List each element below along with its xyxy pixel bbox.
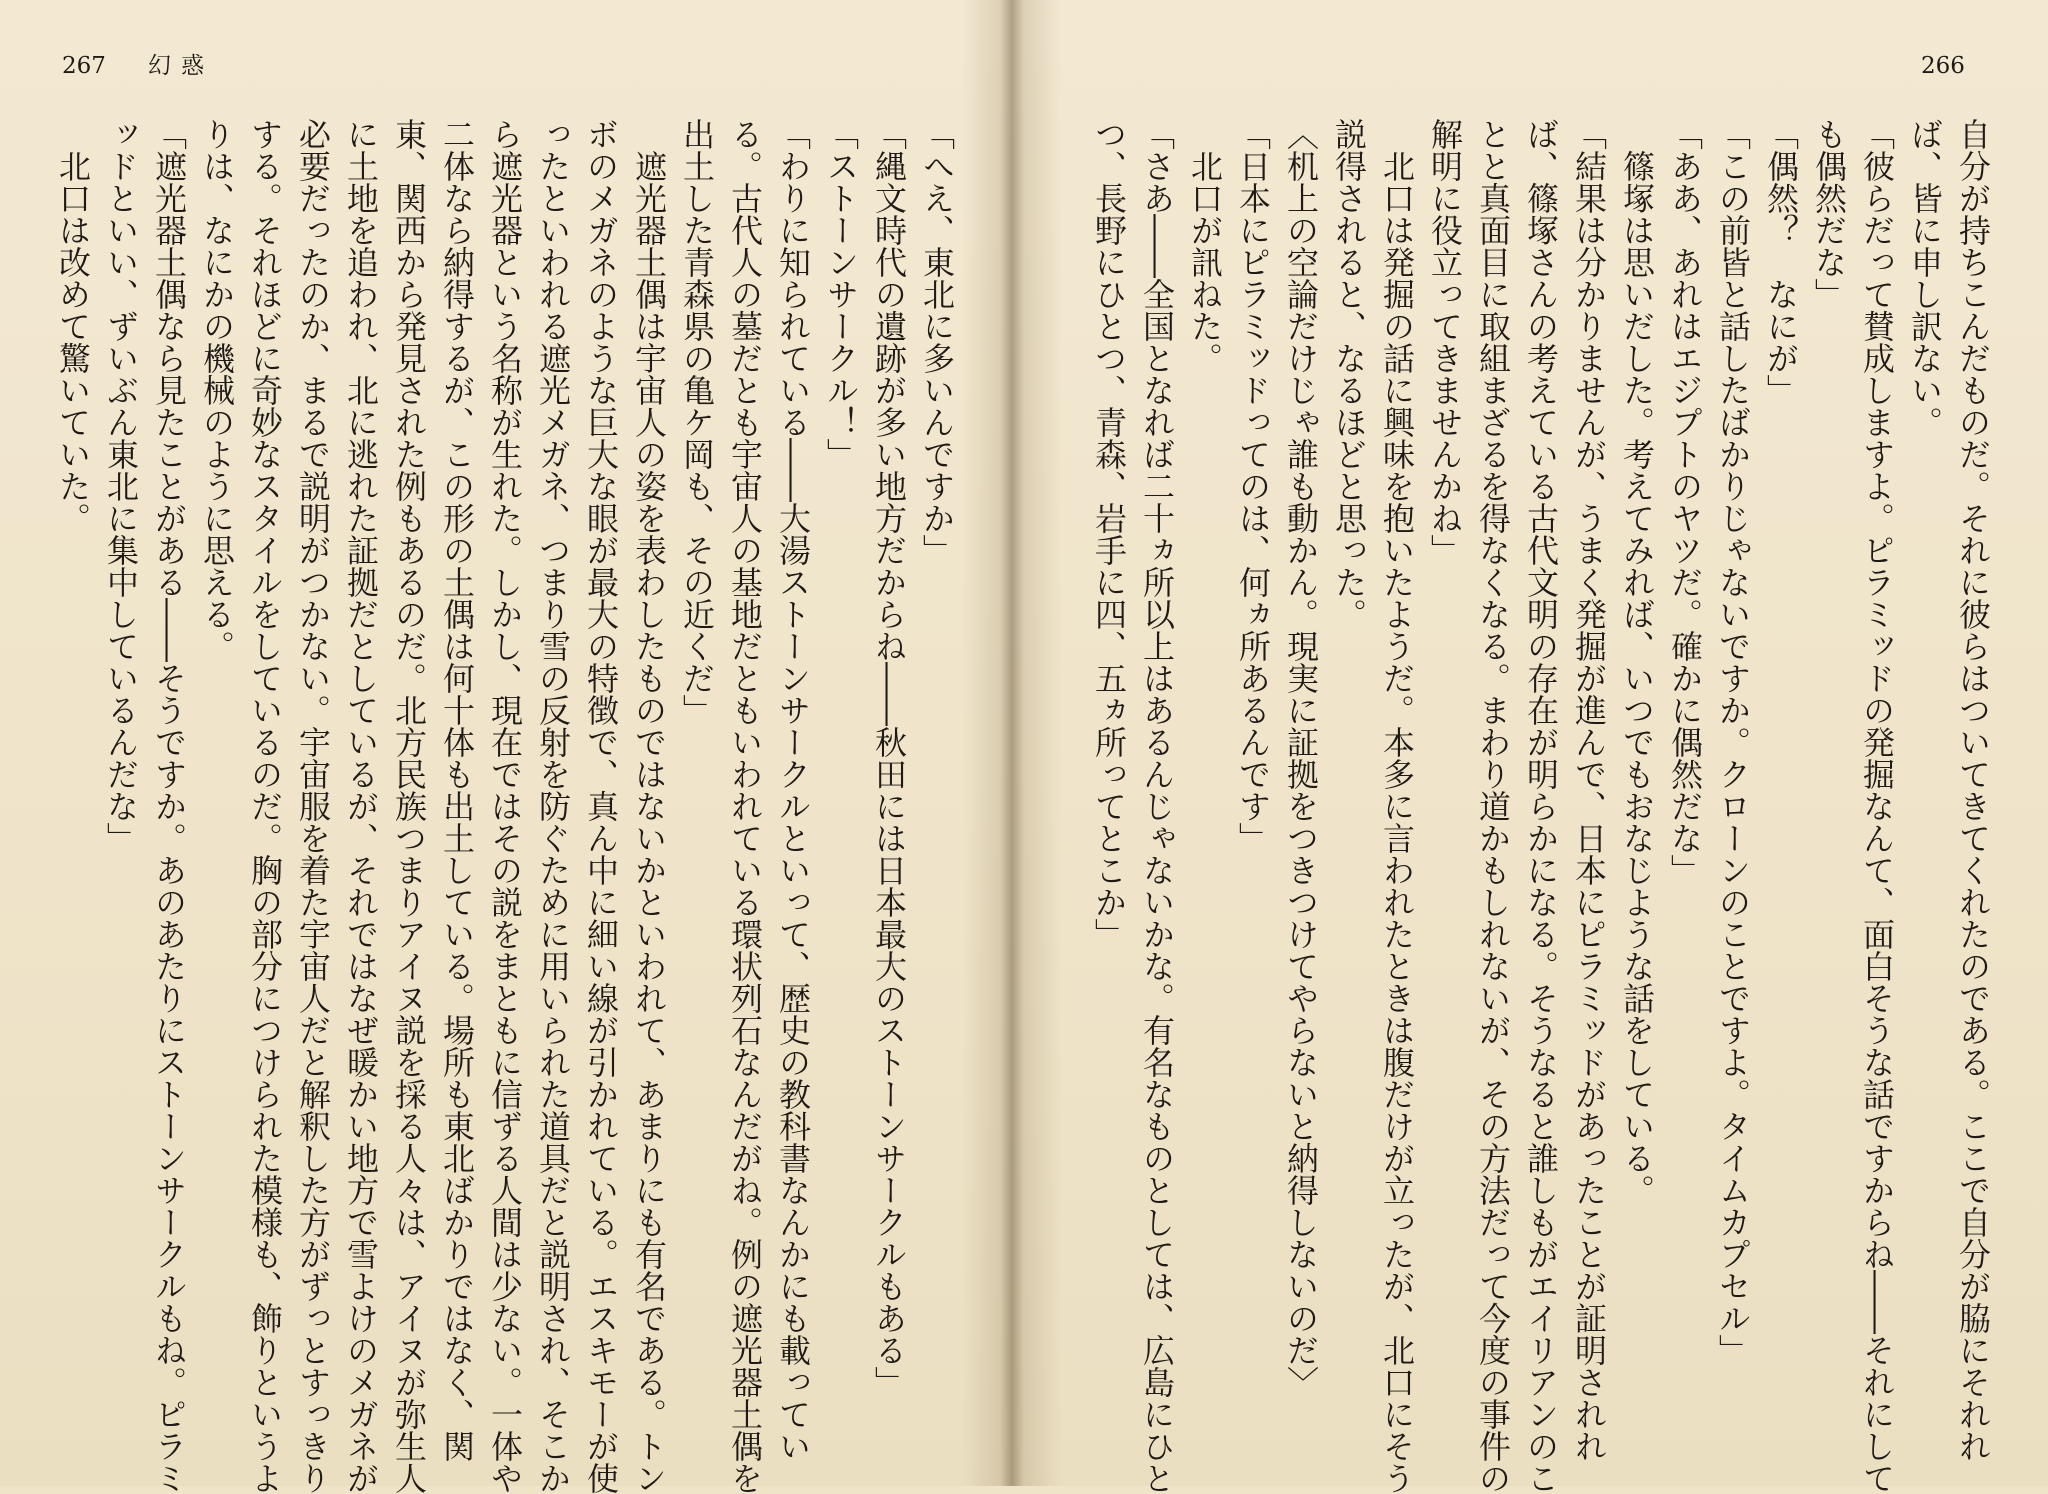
text-line: とと真面目に取組まざるを得なくなる。まわり道かもしれないが、その方法だって今度の事件の	[1474, 118, 1512, 1494]
text-line: 説得されると、なるほどと思った。	[1330, 118, 1368, 630]
text-line: 北口は発掘の話に興味を抱いたようだ。本多に言われたときは腹だけが立ったが、北口にそう	[1378, 150, 1416, 1494]
text-line: 「偶然？ なにが」	[1762, 118, 1800, 406]
text-line: ら遮光器という名称が生れた。しかし、現在ではその説をまともに信ずる人間は少ない。一体や	[486, 118, 524, 1494]
page-number: 267	[62, 53, 106, 79]
text-line: 遮光器土偶は宇宙人の姿を表わしたものではないかといわれて、あまりにも有名である。トン	[630, 150, 668, 1494]
text-line: 「さあ――全国となれば二十ヵ所以上はあるんじゃないかな。有名なものとしては、広島にひと	[1138, 118, 1176, 1494]
left-page	[0, 0, 1012, 1494]
text-line: 北口が訊ねた。	[1186, 150, 1224, 374]
text-line: 「日本にピラミッドってのは、何ヵ所あるんです」	[1234, 118, 1272, 854]
right-page	[1012, 0, 2048, 1494]
text-line: 「ああ、あれはエジプトのヤツだ。確かに偶然だな」	[1666, 118, 1704, 886]
page-number: 266	[1921, 53, 1965, 79]
text-line: 「へえ、東北に多いんですか」	[918, 118, 956, 566]
text-line: 「彼らだって賛成しますよ。ピラミッドの発掘なんて、面白そうな話ですからね――それにして	[1858, 118, 1896, 1494]
text-line: 「この前皆と話したばかりじゃないですか。クローンのことですよ。タイムカプセル」	[1714, 118, 1752, 1366]
running-title: 幻惑	[148, 53, 214, 79]
text-line: ッドといい、ずいぶん東北に集中しているんだな」	[102, 118, 140, 854]
text-line: 自分が持ちこんだものだ。それに彼らはついてきてくれたのである。ここで自分が脇にそれれ	[1954, 118, 1992, 1462]
text-line: りは、なにかの機械のように思える。	[198, 118, 236, 662]
text-line: 二体なら納得するが、この形の土偶は何十体も出土している。場所も東北ばかりではなく、関	[438, 118, 476, 1462]
text-line: 「結果は分かりませんが、うまく発掘が進んで、日本にピラミッドがあったことが証明されれ	[1570, 118, 1608, 1462]
text-line: 必要だったのか、まるで説明がつかない。宇宙服を着た宇宙人だと解釈した方がずっとすっきり	[294, 118, 332, 1494]
text-line: も偶然だな」	[1810, 118, 1848, 310]
text-line: 〈机上の空論だけじゃ誰も動かん。現実に証拠をつきつけてやらないと納得しないのだ〉	[1282, 118, 1320, 1398]
text-line: ったといわれる遮光メガネ、つまり雪の反射を防ぐために用いられた道具だと説明され、そこか	[534, 118, 572, 1494]
text-line: 北口は改めて驚いていた。	[54, 150, 92, 534]
text-line: 篠塚は思いだした。考えてみれば、いつでもおなじような話をしている。	[1618, 150, 1656, 1206]
text-line: 「遮光器土偶なら見たことがある――そうですか。あのあたりにストーンサークルもね。ピラミ	[150, 118, 188, 1494]
text-line: ば、篠塚さんの考えている古代文明の存在が明らかになる。そうなると誰しもがエイリアンのこ	[1522, 118, 1560, 1494]
text-line: ボのメガネのような巨大な眼が最大の特徴で、真ん中に細い線が引かれている。エスキモーが使	[582, 118, 620, 1494]
text-line: る。古代人の墓だとも宇宙人の基地だともいわれている環状列石なんだがね。例の遮光器土偶を	[726, 118, 764, 1494]
body-text	[54, 118, 961, 1494]
book-gutter	[962, 0, 1062, 1486]
text-line: 東、関西から発見された例もあるのだ。北方民族つまりアイヌ説を採る人々は、アイヌが弥生人	[390, 118, 428, 1494]
body-text	[1090, 118, 1997, 1494]
text-line: 「縄文時代の遺跡が多い地方だからね――秋田には日本最大のストーンサークルもある」	[870, 118, 908, 1398]
text-line: つ、長野にひとつ、青森、岩手に四、五ヵ所ってとこか」	[1090, 118, 1128, 950]
text-line: 解明に役立ってきませんかね」	[1426, 118, 1464, 566]
text-line: 「ストーンサークル！」	[822, 118, 860, 470]
text-line: ば、皆に申し訳ない。	[1906, 118, 1944, 438]
text-line: に土地を追われ、北に逃れた証拠だとしているが、それではなぜ暖かい地方で雪よけのメガネが	[342, 118, 380, 1494]
text-line: 出土した青森県の亀ケ岡も、その近くだ」	[678, 118, 716, 726]
text-line: 「わりに知られている――大湯ストーンサークルといって、歴史の教科書なんかにも載ってい	[774, 118, 812, 1462]
text-line: する。それほどに奇妙なスタイルをしているのだ。胸の部分につけられた模様も、飾りというよ	[246, 118, 284, 1494]
